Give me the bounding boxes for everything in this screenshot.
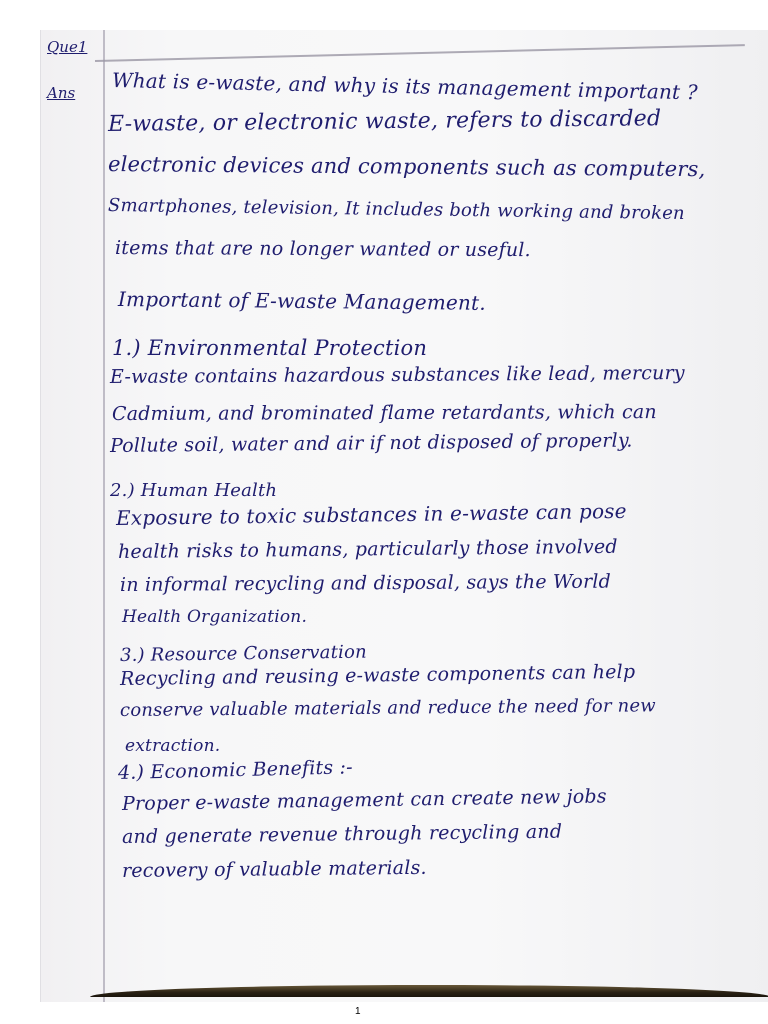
point-4-line-1: Proper e-waste management can create new jobs [121,785,607,815]
point-2-line-3: in informal recycling and disposal, says the World [119,570,612,596]
page-number: 1 [355,1006,361,1017]
point-2-heading: 2.) Human Health [110,480,278,501]
point-4-line-2: and generate revenue through recycling and [121,820,563,848]
point-2-line-1: Exposure to toxic substances in e-waste can pose [115,498,627,530]
point-3-line-2: conserve valuable materials and reduce the need for new [119,695,656,721]
answer-label: Ans [47,84,76,102]
point-1-line-2: Cadmium, and brominated flame retardants, which can [111,401,657,425]
point-2-line-2: health risks to humans, particularly those involved [117,535,618,563]
point-4-line-3: recovery of valuable materials. [121,856,427,882]
point-1-line-1: E-waste contains hazardous substances like lead, mercury [109,361,685,388]
point-4-heading: 4.) Economic Benefits :- [117,756,354,784]
answer-line-3: Smartphones, television, It includes both working and broken [107,195,685,225]
point-2-line-4: Health Organization. [122,607,308,627]
point-1-line-3: Pollute soil, water and air if not disposed of properly. [109,429,633,457]
point-3-heading: 3.) Resource Conservation [119,641,367,666]
margin-line [103,30,105,1002]
question-line: What is e-waste, and why is its management important ? [111,68,699,105]
answer-line-1: E-waste, or electronic waste, refers to discarded [107,106,662,137]
answer-line-4: items that are no longer wanted or useful. [114,237,531,262]
point-3-line-1: Recycling and reusing e-waste components can help [119,660,636,690]
point-1-heading: 1.) Environmental Protection [112,336,428,360]
question-label: Que1 [47,38,88,56]
point-3-line-3: extraction. [125,736,221,756]
section-heading: Important of E-waste Management. [117,287,487,315]
answer-line-2: electronic devices and components such as computers, [107,152,706,182]
